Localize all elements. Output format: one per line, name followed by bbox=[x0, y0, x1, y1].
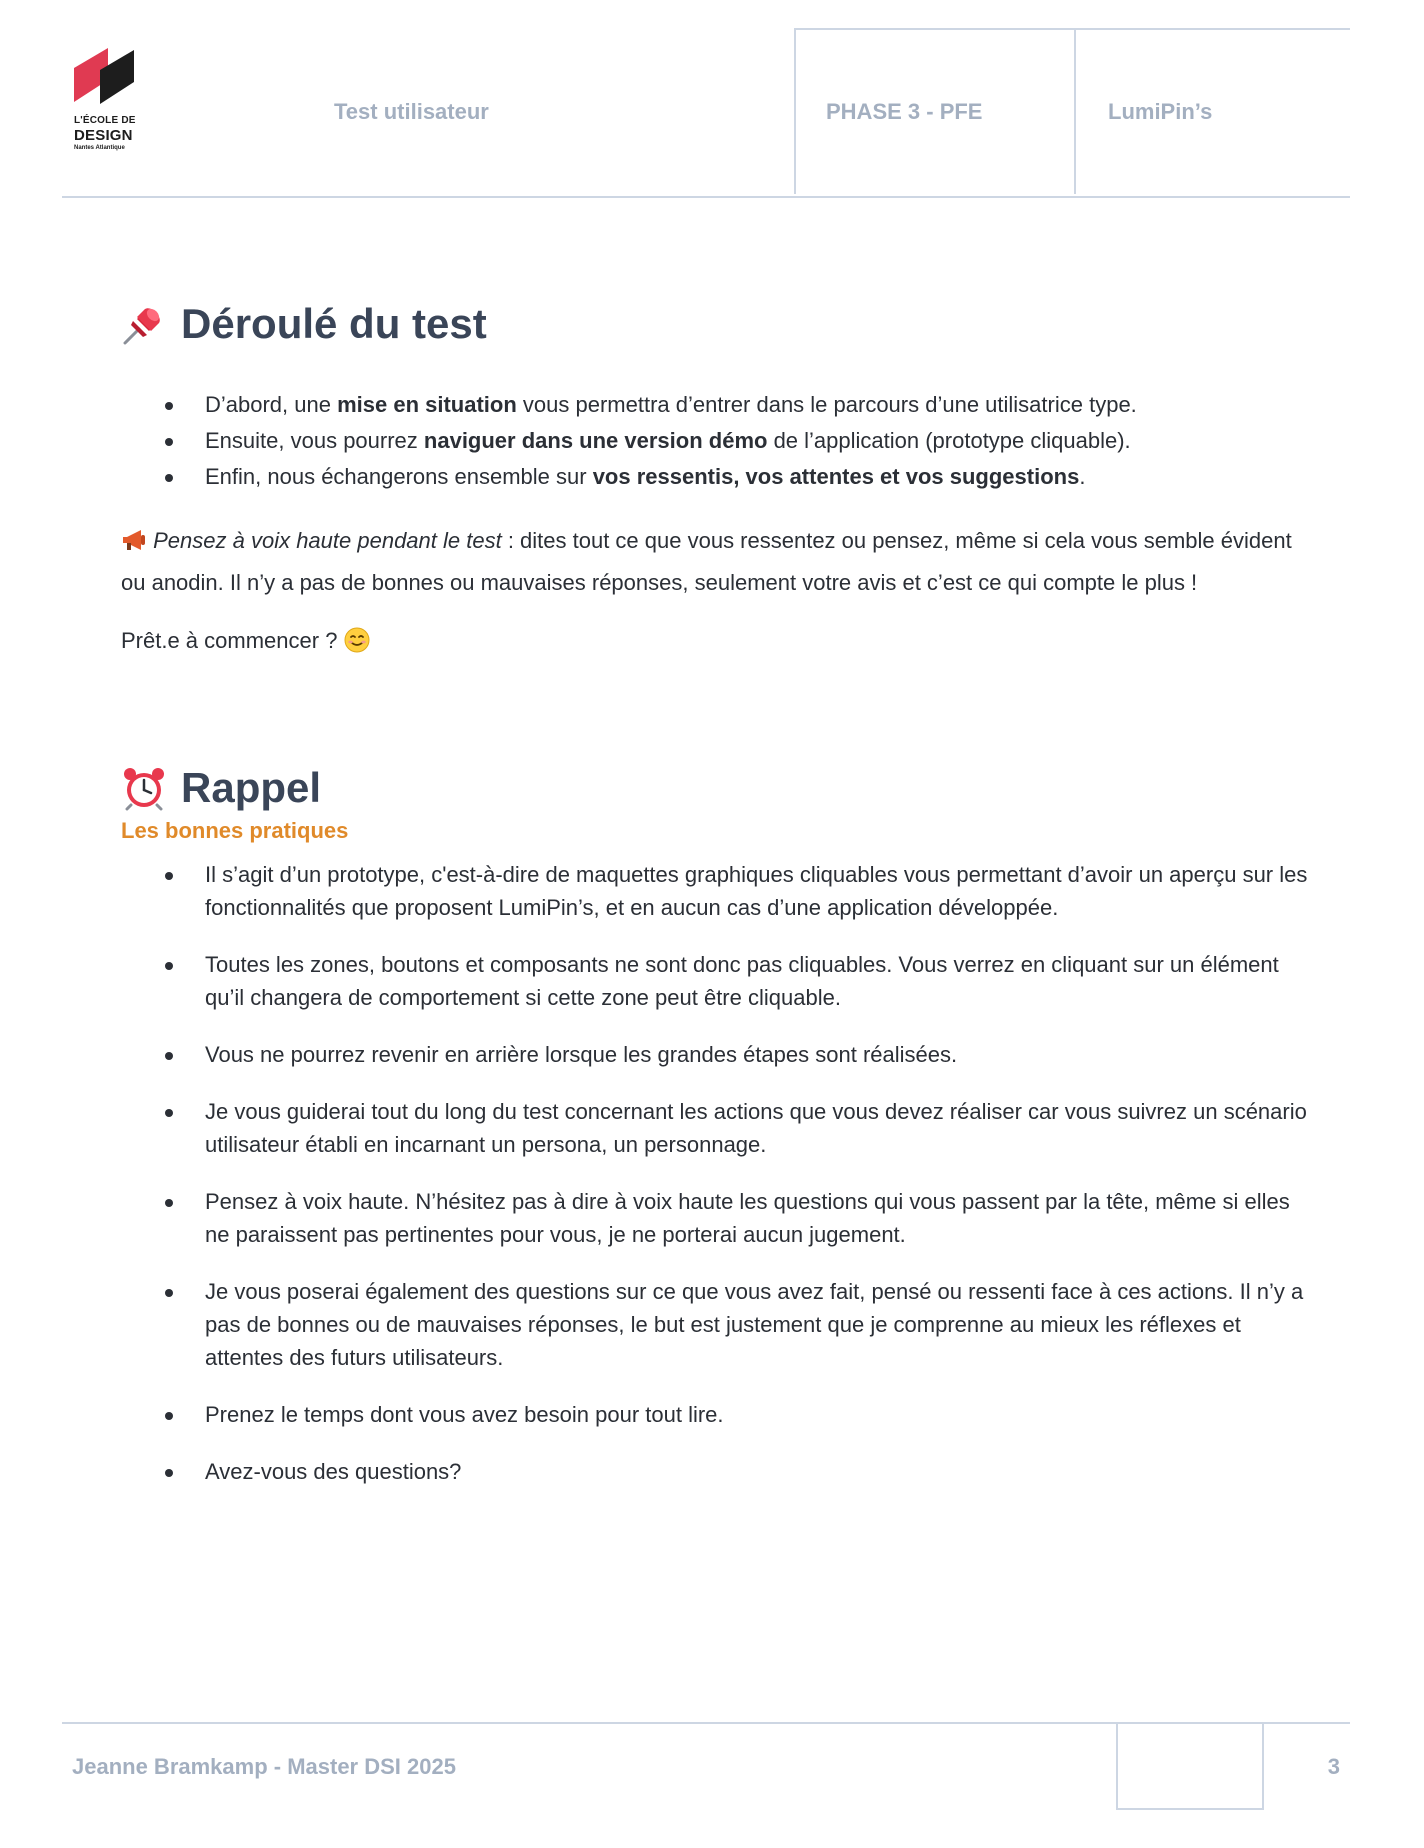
list-item: Enfin, nous échangerons ensemble sur vos ressentis, vos attentes et vos suggestions. bbox=[121, 460, 1311, 494]
list-item: Je vous poserai également des questions sur ce que vous avez fait, pensé ou ressenti face à ces actions. Il n’y a pas de bonnes ou de mauvaises réponses, le but est justement que je comprenne au mieux les réflexes et attentes des futurs utilisateurs. bbox=[121, 1275, 1311, 1374]
list-item: Pensez à voix haute. N’hésitez pas à dire à voix haute les questions qui vous passent par la tête, même si elles ne paraissent pas pertinentes pour vous, je ne porterai aucun jugement. bbox=[121, 1185, 1311, 1251]
smiling-face-icon bbox=[344, 627, 370, 653]
section-heading-rappel bbox=[121, 764, 1311, 812]
think-aloud-tip bbox=[121, 520, 1311, 604]
phase-label: PHASE 3 - PFE bbox=[794, 28, 1074, 194]
footer-empty-cell bbox=[1116, 1724, 1262, 1810]
section-title: Rappel bbox=[181, 764, 322, 811]
logo-text-line2: DESIGN bbox=[74, 127, 133, 144]
best-practices-list bbox=[121, 858, 1311, 1488]
page-number: 3 bbox=[1262, 1724, 1350, 1810]
list-item: Avez-vous des questions? bbox=[121, 1455, 1311, 1488]
megaphone-icon bbox=[121, 529, 147, 551]
tip-emphasis: Pensez à voix haute pendant le test bbox=[153, 528, 502, 553]
logo-mark-icon bbox=[74, 46, 134, 110]
pushpin-icon bbox=[121, 301, 167, 347]
logo-text-line1: L'ÉCOLE DE bbox=[74, 115, 136, 126]
footer-author: Jeanne Bramkamp - Master DSI 2025 bbox=[72, 1754, 456, 1779]
ready-question: Prêt.e à commencer ? bbox=[121, 620, 1311, 662]
tip-text: : dites tout ce que vous ressentez ou pensez, même si cela vous semble évident ou anodin. Il n’y a pas de bonnes ou mauvaises réponses, seulement votre avis et c’est ce qui compte le plus ! bbox=[121, 528, 1292, 595]
list-item: Je vous guiderai tout du long du test concernant les actions que vous devez réaliser car vous suivrez un scénario utilisateur établi en incarnant un persona, un personnage. bbox=[121, 1095, 1311, 1161]
list-item: D’abord, une mise en situation vous permettra d’entrer dans le parcours d’une utilisatrice type. bbox=[121, 388, 1311, 422]
page-footer bbox=[62, 1722, 1350, 1810]
list-item: Il s’agit d’un prototype, c'est-à-dire de maquettes graphiques cliquables vous permettant d’avoir un aperçu sur les fonctionnalités que proposent LumiPin’s, et en aucun cas d’une application développée. bbox=[121, 858, 1311, 924]
list-item: Vous ne pourrez revenir en arrière lorsque les grandes étapes sont réalisées. bbox=[121, 1038, 1311, 1071]
steps-list bbox=[121, 388, 1311, 494]
section-heading-deroule bbox=[121, 300, 1311, 348]
project-label: LumiPin’s bbox=[1074, 28, 1350, 194]
list-item: Ensuite, vous pourrez naviguer dans une version démo de l’application (prototype cliquable). bbox=[121, 424, 1311, 458]
section-title: Déroulé du test bbox=[181, 300, 487, 347]
document-title: Test utilisateur bbox=[334, 99, 489, 124]
list-item: Prenez le temps dont vous avez besoin pour tout lire. bbox=[121, 1398, 1311, 1431]
school-logo bbox=[74, 46, 152, 164]
logo-text-line3: Nantes Atlantique bbox=[74, 145, 125, 151]
section-subtitle: Les bonnes pratiques bbox=[121, 818, 349, 843]
list-item: Toutes les zones, boutons et composants ne sont donc pas cliquables. Vous verrez en cliquant sur un élément qu’il changera de comportement si cette zone peut être cliquable. bbox=[121, 948, 1311, 1014]
page-content bbox=[121, 300, 1311, 1512]
alarm-clock-icon bbox=[121, 765, 167, 811]
page-header bbox=[62, 28, 1350, 198]
